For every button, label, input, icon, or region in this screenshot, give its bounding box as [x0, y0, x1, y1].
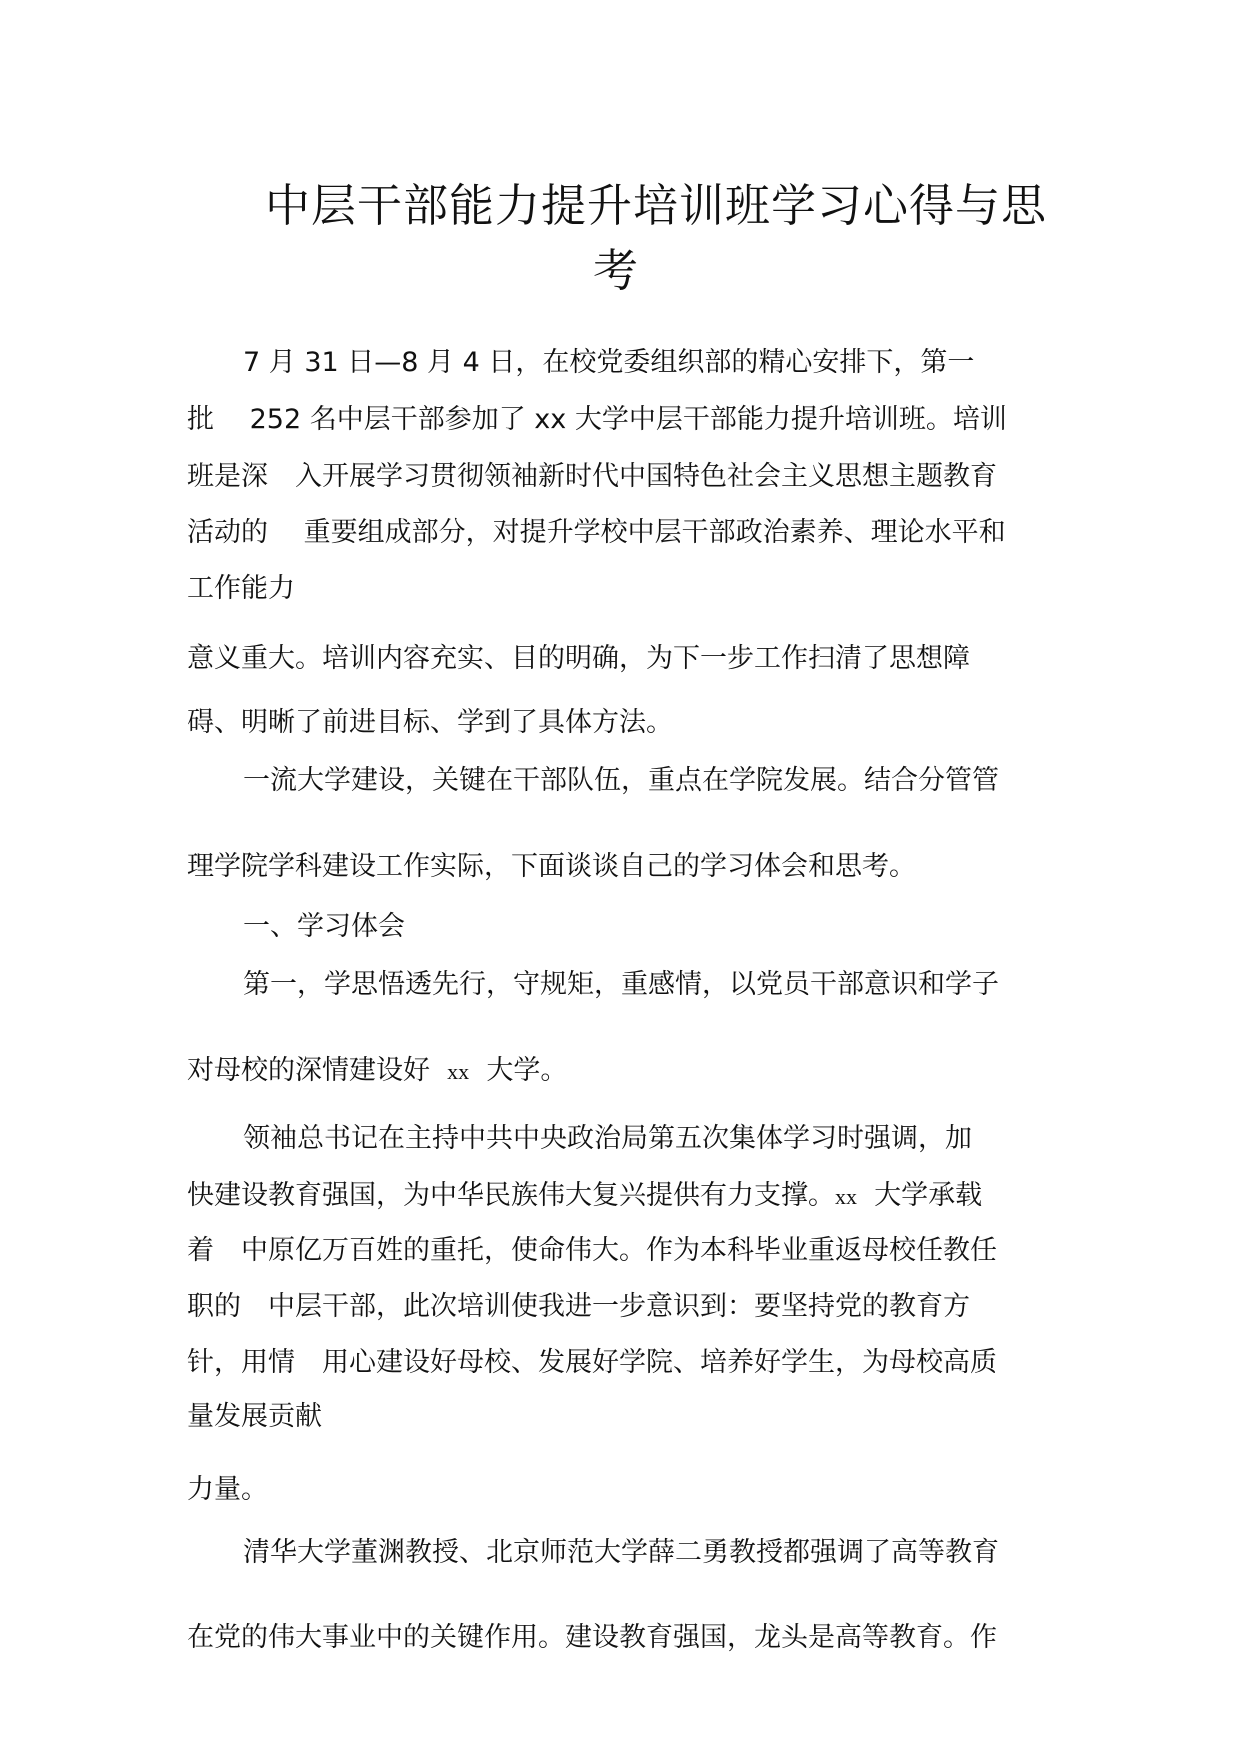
section-heading: 一、学习体会 [243, 911, 405, 942]
document-title-line-2: 考 [593, 244, 640, 297]
text-line: 第一，学思悟透先行，守规矩，重感情，以党员干部意识和学子 [243, 969, 999, 1000]
text-line: 7 月 31 日—8 月 4 日，在校党委组织部的精心安排下，第一 [243, 347, 975, 378]
text-line: 工作能力 [187, 573, 295, 604]
text-line: 在党的伟大事业中的关键作用。建设教育强国，龙头是高等教育。作 [187, 1622, 997, 1653]
text-line: 班是深 入开展学习贯彻领袖新时代中国特色社会主义思想主题教育 [187, 461, 997, 492]
text-line: 针，用情 用心建设好母校、发展好学院、培养好学生，为母校高质 [187, 1347, 997, 1378]
text-line: 碍、明晰了前进目标、学到了具体方法。 [187, 707, 673, 738]
text-line: 对母校的深情建设好 xx 大学。 [187, 1055, 568, 1086]
document-title-line-1: 中层干部能力提升培训班学习心得与思 [265, 179, 1048, 232]
text-line: 理学院学科建设工作实际，下面谈谈自己的学习体会和思考。 [187, 851, 916, 882]
text-line: 着 中原亿万百姓的重托，使命伟大。作为本科毕业重返母校任教任 [187, 1235, 997, 1266]
text-line: 量发展贡献 [187, 1401, 322, 1432]
text-line: 一流大学建设，关键在干部队伍，重点在学院发展。结合分管管 [243, 765, 999, 796]
text-line: 职的 中层干部，此次培训使我进一步意识到：要坚持党的教育方 [187, 1291, 970, 1322]
text-line: 力量。 [187, 1474, 268, 1505]
text-line: 批 252 名中层干部参加了 xx 大学中层干部能力提升培训班。培训 [187, 404, 1007, 435]
text-line: 清华大学董渊教授、北京师范大学薛二勇教授都强调了高等教育 [243, 1537, 999, 1568]
text-line: 领袖总书记在主持中共中央政治局第五次集体学习时强调，加 [243, 1123, 972, 1154]
text-line: 活动的 重要组成部分，对提升学校中层干部政治素养、理论水平和 [187, 517, 1006, 548]
text-line: 快建设教育强国，为中华民族伟大复兴提供有力支撑。xx 大学承载 [187, 1180, 983, 1211]
text-line: 意义重大。培训内容充实、目的明确，为下一步工作扫清了思想障 [187, 643, 970, 674]
